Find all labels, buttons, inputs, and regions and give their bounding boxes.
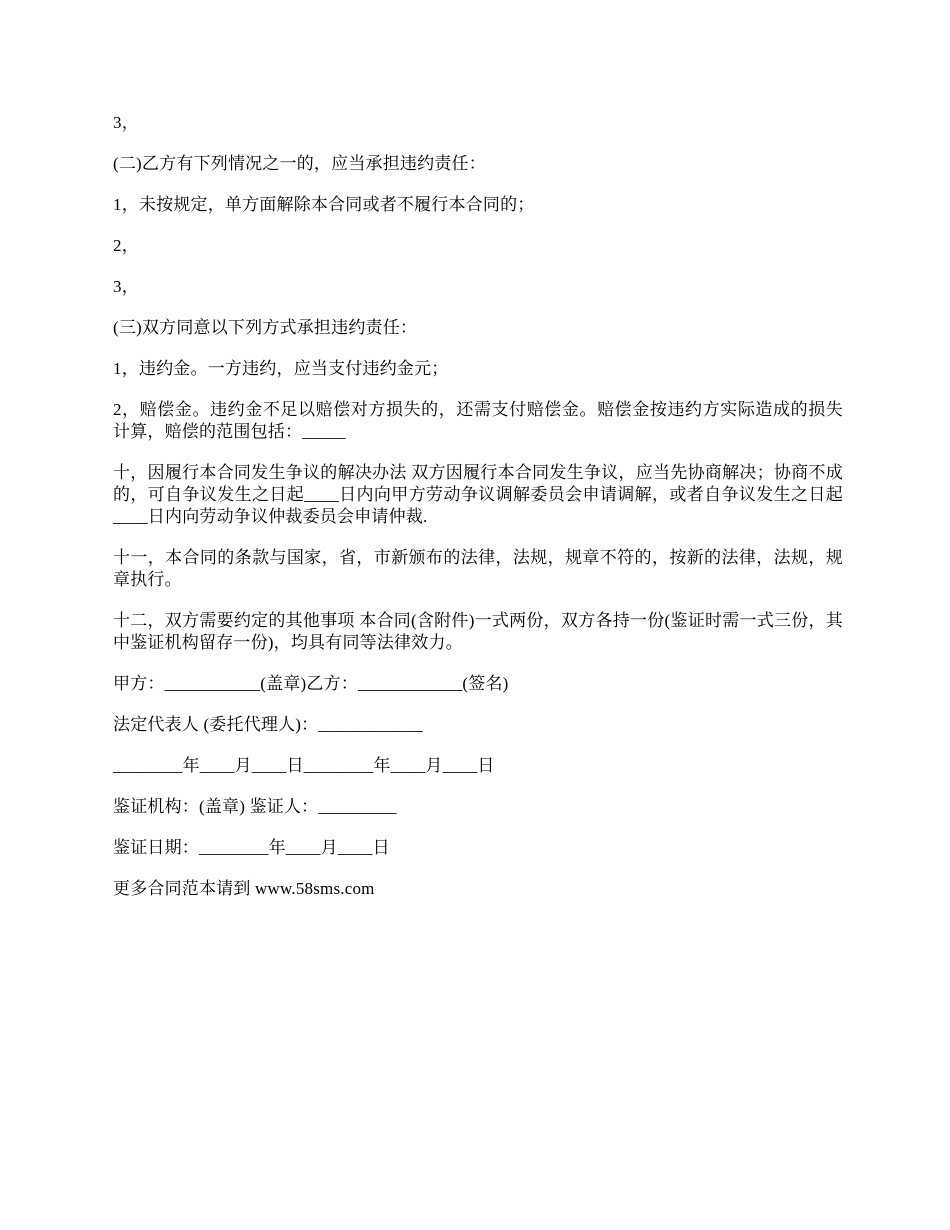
signature-parties: 甲方：___________(盖章)乙方：____________(签名) bbox=[113, 674, 509, 693]
document-body bbox=[113, 112, 843, 919]
section-2-item-3: 3， bbox=[113, 277, 139, 296]
section-3-item-1: 1，违约金。一方违约，应当支付违约金元； bbox=[113, 359, 449, 378]
section-3-heading: (三)双方同意以下列方式承担违约责任： bbox=[113, 318, 418, 337]
legal-representative: 法定代表人 (委托代理人)：____________ bbox=[113, 715, 423, 734]
signature-dates: ________年____月____日________年____月____日 bbox=[113, 756, 495, 775]
footer-link-text: 更多合同范本请到 www.58sms.com bbox=[113, 879, 375, 898]
section-2-heading: (二)乙方有下列情况之一的，应当承担违约责任： bbox=[113, 154, 486, 173]
item-3-a: 3， bbox=[113, 113, 139, 132]
clause-11-law: 十一，本合同的条款与国家，省，市新颁布的法律，法规，规章不符的，按新的法律，法规，规章执行。 bbox=[113, 548, 843, 589]
verification-agency: 鉴证机构：(盖章) 鉴证人：_________ bbox=[113, 797, 397, 816]
clause-12-other: 十二，双方需要约定的其他事项 本合同(含附件)一式两份，双方各持一份(鉴证时需一式三份，其中鉴证机构留存一份)，均具有同等法律效力。 bbox=[113, 611, 843, 652]
clause-10-dispute: 十，因履行本合同发生争议的解决办法 双方因履行本合同发生争议，应当先协商解决；协商不成的，可自争议发生之日起____日内向甲方劳动争议调解委员会申请调解，或者自争议发生之日起____日内向劳动争议仲裁委员会申请仲裁. bbox=[113, 463, 843, 526]
section-2-item-1: 1，未按规定，单方面解除本合同或者不履行本合同的； bbox=[113, 195, 535, 214]
section-3-item-2: 2，赔偿金。违约金不足以赔偿对方损失的，还需支付赔偿金。赔偿金按违约方实际造成的损失计算，赔偿的范围包括：_____ bbox=[113, 400, 843, 441]
section-2-item-2: 2， bbox=[113, 236, 139, 255]
verification-date: 鉴证日期：________年____月____日 bbox=[113, 838, 390, 857]
